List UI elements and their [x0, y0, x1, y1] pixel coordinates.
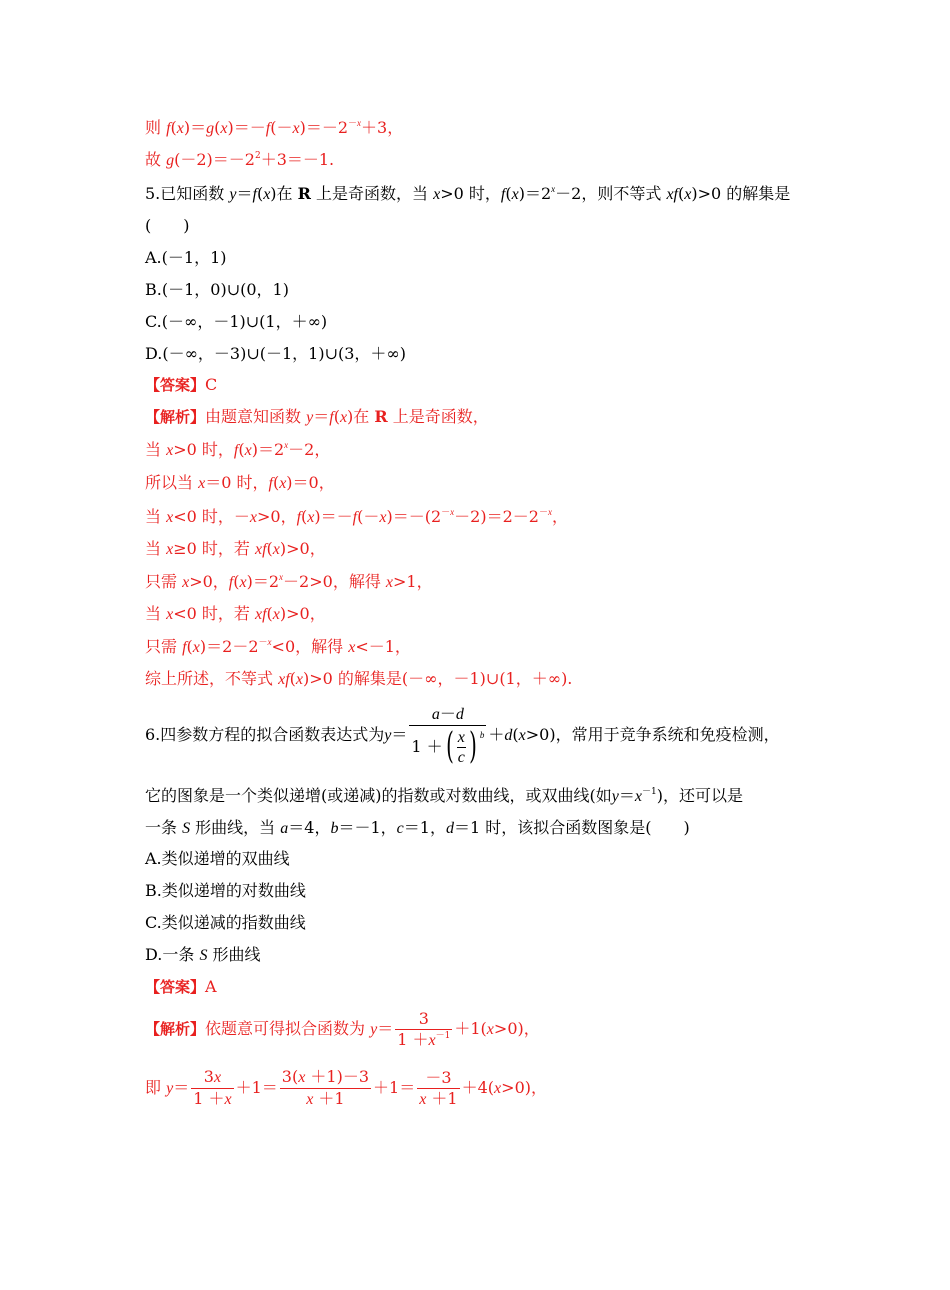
- solution-line-2: 故 $g(-2)=-2^2+3=-1$.: [145, 150, 335, 169]
- q6-option-d: D.一条 S 形曲线: [145, 945, 261, 964]
- solution-line-1: 则 $f(x)=g(x)=-f(-x)=-2^{-x}+3$，: [145, 118, 404, 137]
- q6-option-c: C.类似递减的指数曲线: [145, 913, 306, 932]
- q6-analysis-1: 【解析】依题意可得拟合函数为 y＝ $\frac{3}{1 +x^{-1}}$ ＋1(x>0)，: [145, 1008, 540, 1049]
- q6-option-a: A.类似递增的双曲线: [145, 849, 290, 868]
- q6-option-b: B.类似递增的对数曲线: [145, 881, 306, 900]
- q5-analysis-8: 只需 $f(x)=2-2^{-x}<0$，解得 x<－1，: [145, 637, 411, 656]
- q5-option-c: C.(－∞，－1)∪(1，＋∞): [145, 312, 328, 331]
- q5-analysis-5: 当 x≥0 时，若 xf(x)>0，: [145, 539, 326, 558]
- q5-analysis-2: 当 x>0 时，$f(x)=2^x-2$，: [145, 440, 331, 459]
- q5-option-d: D.(－∞，－3)∪(－1，1)∪(3，＋∞): [145, 344, 406, 363]
- four-param-formula: a－d 1 ＋( $\frac{x}{c}$ ) $^b$: [411, 703, 485, 767]
- q6-stem-line2: 它的图象是一个类似递增(或递减)的指数或对数曲线，或双曲线(如$y=x^{-1}$)，还可以是: [145, 786, 743, 805]
- q5-analysis-7: 当 x<0 时，若 xf(x)>0，: [145, 604, 326, 623]
- q6-stem-line3: 一条 S 形曲线，当 a＝4，b＝－1，c＝1，d＝1 时，该拟合函数图象是( ): [145, 818, 690, 837]
- q5-analysis-6: 只需 x>0，$f(x)=2^x-2>0$，解得 x>1，: [145, 572, 433, 591]
- q6-stem: 6.四参数方程的拟合函数表达式为y＝ a－d 1 ＋( $\frac{x}{c}$ ) $^b$ ＋d(x>0)，常用于竞争系统和免疫检测，: [145, 703, 780, 767]
- q5-option-a: A.(－1，1): [145, 248, 227, 267]
- q5-answer: 【答案】C: [145, 375, 218, 394]
- q5-analysis-3: 所以当 x＝0 时，f(x)＝0，: [145, 473, 335, 492]
- q6-analysis-2: 即 y＝ $\frac{3x}{1 +x}$ ＋1＝ $\frac{3(x +1)-3}{x +1}$ ＋1＝ $\frac{-3}{x +1}$ ＋4(x>0)，: [145, 1067, 547, 1108]
- q5-analysis-9: 综上所述，不等式 xf(x)>0 的解集是(－∞，－1)∪(1，＋∞).: [145, 669, 573, 688]
- q5-analysis-4: 当 x<0 时，－x>0，$f(x)=-f(-x)=-(2^{-x}-2)=2-2^{-x}$，: [145, 507, 568, 526]
- q5-analysis-1: 【解析】由题意知函数 y＝f(x)在 R 上是奇函数，: [145, 407, 489, 426]
- q6-answer: 【答案】A: [145, 977, 217, 996]
- q5-stem: 5.已知函数 y＝f(x)在 R 上是奇函数，当 x>0 时，$f(x)=2^x-2$，则不等式 xf(x)>0 的解集是: [145, 184, 791, 203]
- answer-label: 【答案】: [145, 376, 206, 394]
- q5-option-b: B.(－1，0)∪(0，1): [145, 280, 289, 299]
- q5-paren: ( ): [145, 216, 190, 235]
